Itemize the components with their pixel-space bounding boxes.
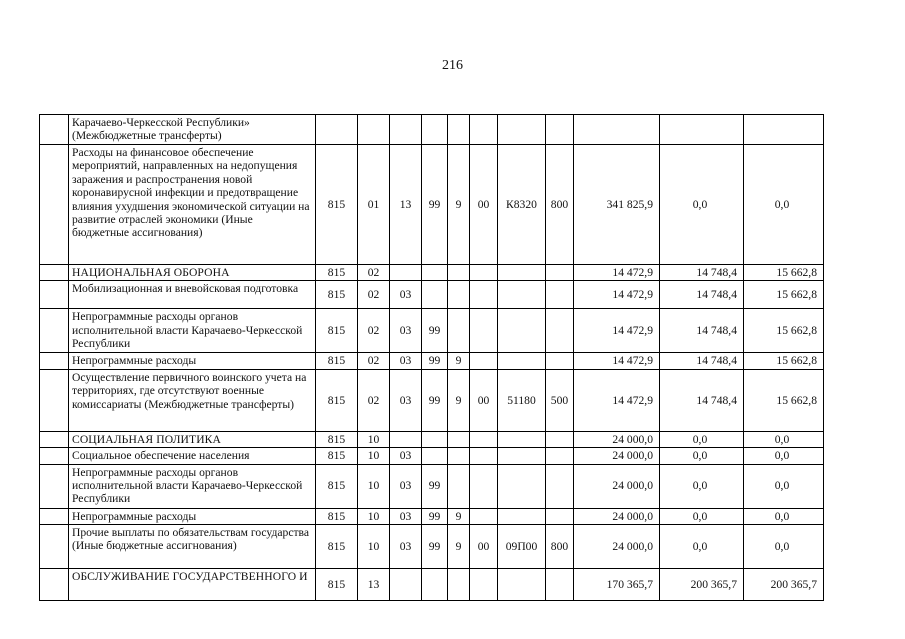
amount-y3: 15 662,8 — [744, 353, 824, 369]
row-number-cell — [40, 464, 69, 508]
code-vr — [546, 508, 574, 524]
table-row — [40, 525, 824, 569]
code-rz: 13 — [358, 569, 390, 601]
code-c2 — [448, 448, 470, 464]
section-row — [40, 265, 824, 281]
amount-y1: 14 472,9 — [574, 309, 660, 353]
code-rz: 01 — [358, 145, 390, 265]
code-rz: 10 — [358, 464, 390, 508]
table-row — [40, 281, 824, 309]
row-number-cell — [40, 145, 69, 265]
code-rz: 02 — [358, 281, 390, 309]
item-name: Непрограммные расходы органов исполнительной власти Карачаево-Черкесской Республики — [69, 464, 316, 508]
code-vr — [546, 431, 574, 447]
page-number: 216 — [442, 58, 463, 73]
code-c3 — [470, 309, 498, 353]
code-vr — [546, 448, 574, 464]
code-rz: 10 — [358, 448, 390, 464]
amount-y1: 170 365,7 — [574, 569, 660, 601]
code-c1: 99 — [422, 508, 448, 524]
code-c3: 00 — [470, 145, 498, 265]
code-c4 — [498, 431, 546, 447]
code-gr: 815 — [316, 569, 358, 601]
item-name: Прочие выплаты по обязательствам государства (Иные бюджетные ассигнования) — [69, 525, 316, 569]
code-pr: 03 — [390, 464, 422, 508]
code-c2 — [448, 569, 470, 601]
code-vr: 800 — [546, 145, 574, 265]
amount-y3: 15 662,8 — [744, 265, 824, 281]
item-name: Непрограммные расходы органов исполнительной власти Карачаево-Черкесской Республики — [69, 309, 316, 353]
table-row — [40, 464, 824, 508]
code-c4 — [498, 281, 546, 309]
code-gr: 815 — [316, 265, 358, 281]
item-name: Непрограммные расходы — [69, 353, 316, 369]
code-c4 — [498, 508, 546, 524]
code-gr: 815 — [316, 431, 358, 447]
amount-y2: 0,0 — [660, 431, 744, 447]
code-c4: К8320 — [498, 145, 546, 265]
code-gr: 815 — [316, 309, 358, 353]
code-c3 — [470, 508, 498, 524]
amount-y3: 200 365,7 — [744, 569, 824, 601]
item-name: Расходы на финансовое обеспечение мероприятий, направленных на недопущения заражения и распространения новой коронавирусной инфекции и предотвращение влияния ухудшения экономической ситуации на развитие отраслей экономики (Иные бюджетные ассигнования) — [69, 145, 316, 265]
code-gr: 815 — [316, 369, 358, 431]
code-c3 — [470, 115, 498, 145]
item-name: Осуществление первичного воинского учета на территориях, где отсутствуют военные комиссариаты (Межбюджетные трансферты) — [69, 369, 316, 431]
code-pr — [390, 431, 422, 447]
table-row — [40, 508, 824, 524]
code-c4 — [498, 569, 546, 601]
code-c4: 51180 — [498, 369, 546, 431]
row-number-cell — [40, 265, 69, 281]
code-c2: 9 — [448, 369, 470, 431]
code-gr: 815 — [316, 353, 358, 369]
item-name: СОЦИАЛЬНАЯ ПОЛИТИКА — [69, 431, 316, 447]
code-rz: 02 — [358, 353, 390, 369]
code-c3: 00 — [470, 369, 498, 431]
amount-y3: 0,0 — [744, 508, 824, 524]
item-name: Карачаево-Черкесской Республики» (Межбюджетные трансферты) — [69, 115, 316, 145]
amount-y1: 14 472,9 — [574, 281, 660, 309]
amount-y3: 0,0 — [744, 431, 824, 447]
amount-y3: 0,0 — [744, 145, 824, 265]
code-c1 — [422, 448, 448, 464]
code-c3 — [470, 448, 498, 464]
code-c3 — [470, 353, 498, 369]
row-number-cell — [40, 369, 69, 431]
table-row — [40, 309, 824, 353]
amount-y2 — [660, 115, 744, 145]
code-c2: 9 — [448, 508, 470, 524]
code-c2: 9 — [448, 145, 470, 265]
table-row — [40, 145, 824, 265]
item-name: НАЦИОНАЛЬНАЯ ОБОРОНА — [69, 265, 316, 281]
amount-y3: 0,0 — [744, 448, 824, 464]
code-vr: 800 — [546, 525, 574, 569]
amount-y2: 200 365,7 — [660, 569, 744, 601]
code-c2 — [448, 265, 470, 281]
code-pr: 03 — [390, 309, 422, 353]
code-c1: 99 — [422, 525, 448, 569]
code-gr: 815 — [316, 145, 358, 265]
code-c1 — [422, 431, 448, 447]
code-c1: 99 — [422, 309, 448, 353]
code-vr — [546, 569, 574, 601]
row-number-cell — [40, 525, 69, 569]
table-row — [40, 448, 824, 464]
code-pr: 03 — [390, 281, 422, 309]
amount-y3: 15 662,8 — [744, 281, 824, 309]
amount-y1: 24 000,0 — [574, 525, 660, 569]
code-gr: 815 — [316, 448, 358, 464]
item-name: Социальное обеспечение населения — [69, 448, 316, 464]
item-name: ОБСЛУЖИВАНИЕ ГОСУДАРСТВЕННОГО И — [69, 569, 316, 601]
code-pr: 03 — [390, 448, 422, 464]
code-c2 — [448, 464, 470, 508]
row-number-cell — [40, 569, 69, 601]
amount-y1: 14 472,9 — [574, 353, 660, 369]
code-c3 — [470, 569, 498, 601]
code-c4 — [498, 265, 546, 281]
code-c2 — [448, 281, 470, 309]
amount-y3: 15 662,8 — [744, 369, 824, 431]
code-c1: 99 — [422, 369, 448, 431]
code-vr — [546, 115, 574, 145]
row-number-cell — [40, 115, 69, 145]
code-c4: 09П00 — [498, 525, 546, 569]
code-gr: 815 — [316, 281, 358, 309]
code-rz: 10 — [358, 508, 390, 524]
row-number-cell — [40, 309, 69, 353]
budget-table — [39, 114, 824, 601]
row-number-cell — [40, 431, 69, 447]
row-number-cell — [40, 508, 69, 524]
table-row — [40, 369, 824, 431]
amount-y1: 24 000,0 — [574, 448, 660, 464]
code-pr — [390, 569, 422, 601]
code-c4 — [498, 448, 546, 464]
amount-y2: 0,0 — [660, 508, 744, 524]
code-c1: 99 — [422, 353, 448, 369]
code-pr — [390, 115, 422, 145]
amount-y3: 0,0 — [744, 525, 824, 569]
amount-y2: 0,0 — [660, 464, 744, 508]
code-vr — [546, 281, 574, 309]
code-c4 — [498, 464, 546, 508]
code-c1 — [422, 265, 448, 281]
row-number-cell — [40, 281, 69, 309]
amount-y3: 15 662,8 — [744, 309, 824, 353]
amount-y2: 0,0 — [660, 448, 744, 464]
code-c4 — [498, 115, 546, 145]
table-row — [40, 353, 824, 369]
code-pr: 03 — [390, 369, 422, 431]
amount-y2: 14 748,4 — [660, 369, 744, 431]
code-rz: 10 — [358, 525, 390, 569]
code-c2 — [448, 309, 470, 353]
code-rz: 02 — [358, 369, 390, 431]
code-c2: 9 — [448, 525, 470, 569]
code-vr — [546, 464, 574, 508]
code-c1: 99 — [422, 145, 448, 265]
code-pr — [390, 265, 422, 281]
item-name: Непрограммные расходы — [69, 508, 316, 524]
code-c2 — [448, 115, 470, 145]
amount-y1: 14 472,9 — [574, 265, 660, 281]
amount-y1: 14 472,9 — [574, 369, 660, 431]
code-c3 — [470, 281, 498, 309]
code-c1: 99 — [422, 464, 448, 508]
code-c1 — [422, 115, 448, 145]
code-c1 — [422, 281, 448, 309]
amount-y2: 14 748,4 — [660, 309, 744, 353]
amount-y2: 14 748,4 — [660, 353, 744, 369]
amount-y3: 0,0 — [744, 464, 824, 508]
code-pr: 03 — [390, 353, 422, 369]
code-c3 — [470, 464, 498, 508]
amount-y3 — [744, 115, 824, 145]
code-pr: 03 — [390, 508, 422, 524]
amount-y2: 14 748,4 — [660, 281, 744, 309]
amount-y1: 341 825,9 — [574, 145, 660, 265]
table-row — [40, 115, 824, 145]
code-gr: 815 — [316, 525, 358, 569]
code-pr: 03 — [390, 525, 422, 569]
amount-y2: 14 748,4 — [660, 265, 744, 281]
code-c3 — [470, 265, 498, 281]
code-rz: 02 — [358, 309, 390, 353]
row-number-cell — [40, 448, 69, 464]
amount-y1: 24 000,0 — [574, 431, 660, 447]
amount-y1 — [574, 115, 660, 145]
code-c4 — [498, 309, 546, 353]
code-gr: 815 — [316, 464, 358, 508]
code-pr: 13 — [390, 145, 422, 265]
code-vr — [546, 265, 574, 281]
amount-y1: 24 000,0 — [574, 508, 660, 524]
item-name: Мобилизационная и вневойсковая подготовка — [69, 281, 316, 309]
code-vr: 500 — [546, 369, 574, 431]
code-c4 — [498, 353, 546, 369]
code-rz: 02 — [358, 265, 390, 281]
code-c3: 00 — [470, 525, 498, 569]
code-c1 — [422, 569, 448, 601]
code-gr: 815 — [316, 508, 358, 524]
code-rz: 10 — [358, 431, 390, 447]
amount-y2: 0,0 — [660, 145, 744, 265]
amount-y1: 24 000,0 — [574, 464, 660, 508]
code-vr — [546, 309, 574, 353]
code-rz — [358, 115, 390, 145]
row-number-cell — [40, 353, 69, 369]
amount-y2: 0,0 — [660, 525, 744, 569]
code-vr — [546, 353, 574, 369]
code-c3 — [470, 431, 498, 447]
code-c2: 9 — [448, 353, 470, 369]
code-c2 — [448, 431, 470, 447]
section-row — [40, 431, 824, 447]
code-gr — [316, 115, 358, 145]
section-row — [40, 569, 824, 601]
